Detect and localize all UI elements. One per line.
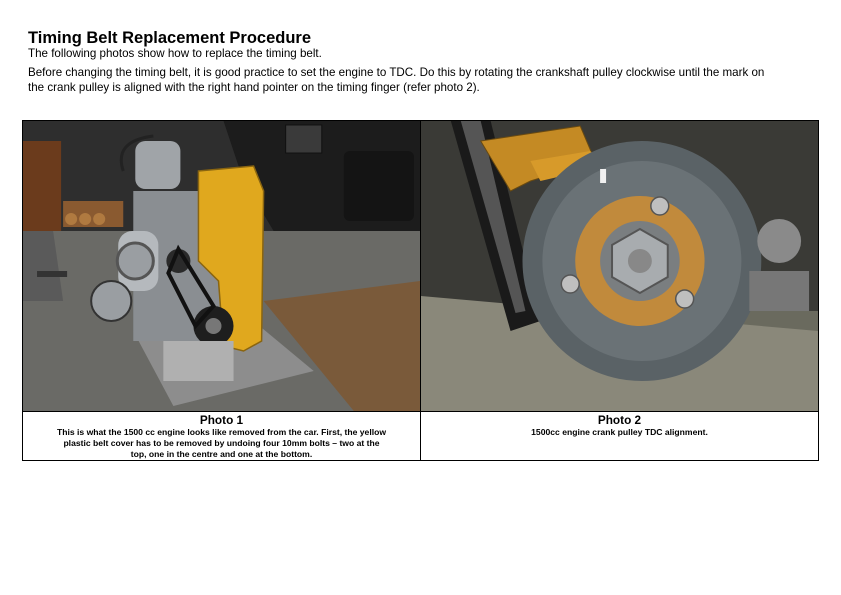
page-title: Timing Belt Replacement Procedure bbox=[28, 29, 312, 47]
instruction-line: the crank pulley is aligned with the right hand pointer on the timing finger (refer photo 2). bbox=[28, 80, 480, 94]
photo-1-engine-image bbox=[23, 121, 420, 411]
photo-2-cell bbox=[421, 121, 819, 412]
photo-2-caption-title: Photo 2 bbox=[597, 413, 642, 427]
photo-2-crank-pulley-image bbox=[421, 121, 818, 411]
photo-2-caption-text bbox=[421, 427, 818, 438]
photo-table bbox=[22, 120, 819, 461]
photo-2-caption bbox=[421, 412, 819, 461]
caption-line: top, one in the centre and one at the bottom. bbox=[130, 449, 313, 459]
photo-1-caption bbox=[23, 412, 421, 461]
intro-paragraph: The following photos show how to replace the timing belt. bbox=[28, 47, 322, 60]
caption-line: plastic belt cover has to be removed by undoing four 10mm bolts – two at the bbox=[63, 438, 380, 448]
caption-line: This is what the 1500 cc engine looks like removed from the car. First, the yellow bbox=[56, 427, 387, 437]
caption-line: 1500cc engine crank pulley TDC alignment. bbox=[531, 427, 708, 437]
photo-1-caption-text bbox=[23, 427, 420, 460]
instruction-paragraph bbox=[28, 66, 764, 95]
photo-1-caption-title: Photo 1 bbox=[199, 413, 244, 427]
instruction-line: Before changing the timing belt, it is good practice to set the engine to TDC. Do this by rotating the crankshaft pulley clockwise until the mark on bbox=[28, 66, 765, 79]
photo-1-cell bbox=[23, 121, 421, 412]
